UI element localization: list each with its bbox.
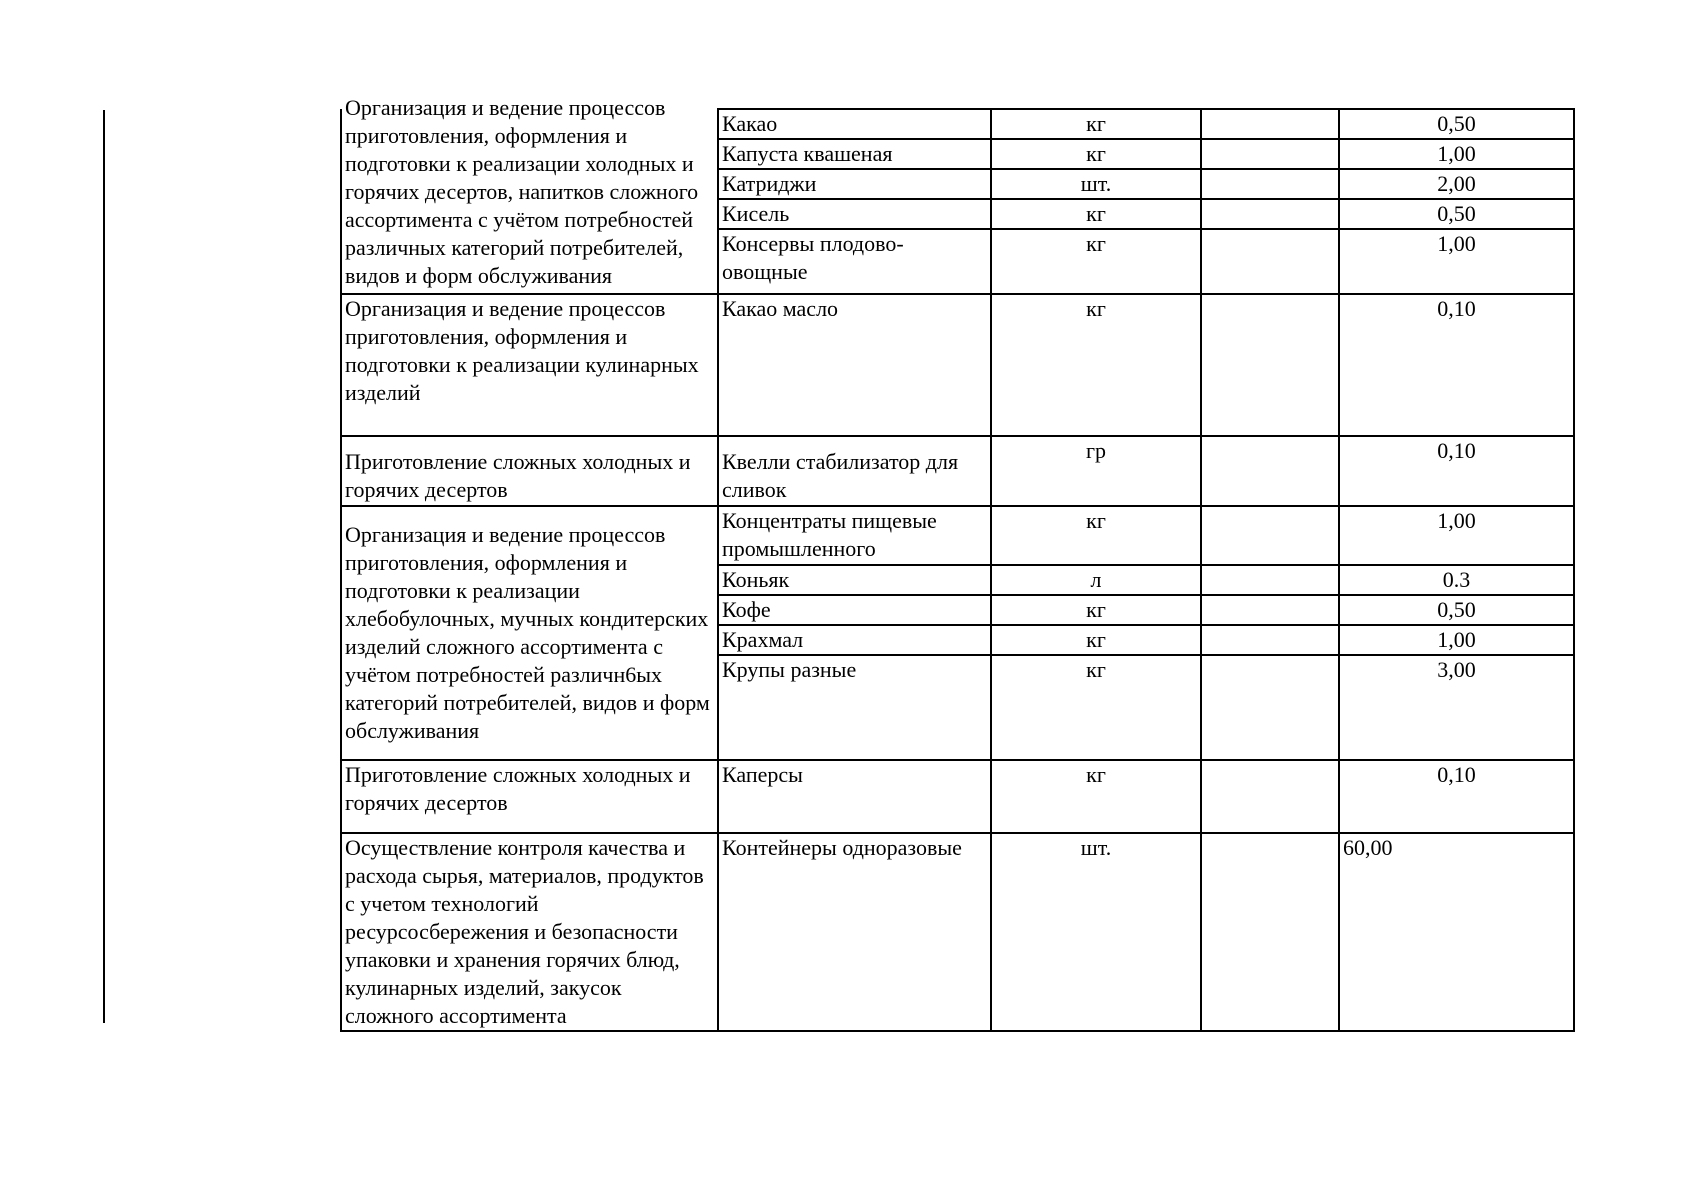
unit-cell: шт.	[991, 169, 1201, 199]
activity-cell: Организация и ведение процессов приготовления, оформления и подготовки к реализации хлебобулочных, мучных кондитерских изделий сложного ассортимента с учётом потребностей различн6ых категорий потребителей, видов и форм обслуживания	[341, 506, 718, 760]
product-cell: Кофе	[718, 595, 991, 625]
activity-cell: Организация и ведение процессов приготовления, оформления и подготовки к реализации кулинарных изделий	[341, 294, 718, 436]
unit-cell: кг	[991, 625, 1201, 655]
product-cell: Катриджи	[718, 169, 991, 199]
empty-cell	[1201, 109, 1339, 139]
product-cell: Крупы разные	[718, 655, 991, 760]
qty-cell: 3,00	[1339, 655, 1574, 760]
qty-cell: 0,10	[1339, 760, 1574, 833]
unit-cell: кг	[991, 109, 1201, 139]
qty-cell: 0,10	[1339, 436, 1574, 506]
activity-cell: Приготовление сложных холодных и горячих десертов	[341, 436, 718, 506]
qty-cell: 0,10	[1339, 294, 1574, 436]
unit-cell: кг	[991, 506, 1201, 565]
product-cell: Коньяк	[718, 565, 991, 595]
activity-cell: Организация и ведение процессов приготовления, оформления и подготовки к реализации холодных и горячих десертов, напитков сложного ассортимента с учётом потребностей различных категорий потребителей, видов и форм обслуживания	[341, 109, 718, 294]
empty-cell	[1201, 139, 1339, 169]
table-row	[341, 506, 1574, 565]
unit-cell: гр	[991, 436, 1201, 506]
unit-cell: кг	[991, 595, 1201, 625]
qty-cell: 1,00	[1339, 139, 1574, 169]
product-cell: Концентраты пищевые промышленного	[718, 506, 991, 565]
table-row	[341, 436, 1574, 506]
qty-cell: 0,50	[1339, 109, 1574, 139]
materials-table	[340, 95, 1575, 1032]
empty-cell	[1201, 506, 1339, 565]
unit-cell: кг	[991, 655, 1201, 760]
qty-cell: 1,00	[1339, 506, 1574, 565]
empty-cell	[1201, 169, 1339, 199]
unit-cell: шт.	[991, 833, 1201, 1031]
empty-cell	[1201, 760, 1339, 833]
unit-cell: л	[991, 565, 1201, 595]
product-cell: Крахмал	[718, 625, 991, 655]
table-row	[341, 109, 1574, 139]
empty-cell	[1201, 565, 1339, 595]
qty-cell: 1,00	[1339, 625, 1574, 655]
empty-cell	[1201, 294, 1339, 436]
empty-cell	[1201, 436, 1339, 506]
product-cell: Каперсы	[718, 760, 991, 833]
qty-cell: 0.3	[1339, 565, 1574, 595]
qty-cell: 2,00	[1339, 169, 1574, 199]
empty-cell	[1201, 229, 1339, 294]
unit-cell: кг	[991, 294, 1201, 436]
qty-cell: 0,50	[1339, 595, 1574, 625]
unit-cell: кг	[991, 229, 1201, 294]
product-cell: Какао	[718, 109, 991, 139]
product-cell: Контейнеры одноразовые	[718, 833, 991, 1031]
empty-cell	[1201, 655, 1339, 760]
unit-cell: кг	[991, 199, 1201, 229]
margin-rule	[103, 110, 105, 1023]
qty-cell: 0,50	[1339, 199, 1574, 229]
empty-cell	[1201, 199, 1339, 229]
product-cell: Консервы плодово-овощные	[718, 229, 991, 294]
empty-cell	[1201, 833, 1339, 1031]
unit-cell: кг	[991, 139, 1201, 169]
product-cell: Кисель	[718, 199, 991, 229]
qty-cell: 60,00	[1339, 833, 1574, 1031]
table-row	[341, 294, 1574, 436]
product-cell: Квелли стабилизатор для сливок	[718, 436, 991, 506]
product-cell: Капуста квашеная	[718, 139, 991, 169]
unit-cell: кг	[991, 760, 1201, 833]
activity-cell: Осуществление контроля качества и расхода сырья, материалов, продуктов с учетом технологий ресурсосбережения и безопасности упаковки и хранения горячих блюд, кулинарных изделий, закусок сложного ассортимента	[341, 833, 718, 1031]
empty-cell	[1201, 625, 1339, 655]
activity-cell: Приготовление сложных холодных и горячих десертов	[341, 760, 718, 833]
product-cell: Какао масло	[718, 294, 991, 436]
table-row	[341, 760, 1574, 833]
table-row	[341, 833, 1574, 1031]
qty-cell: 1,00	[1339, 229, 1574, 294]
empty-cell	[1201, 595, 1339, 625]
